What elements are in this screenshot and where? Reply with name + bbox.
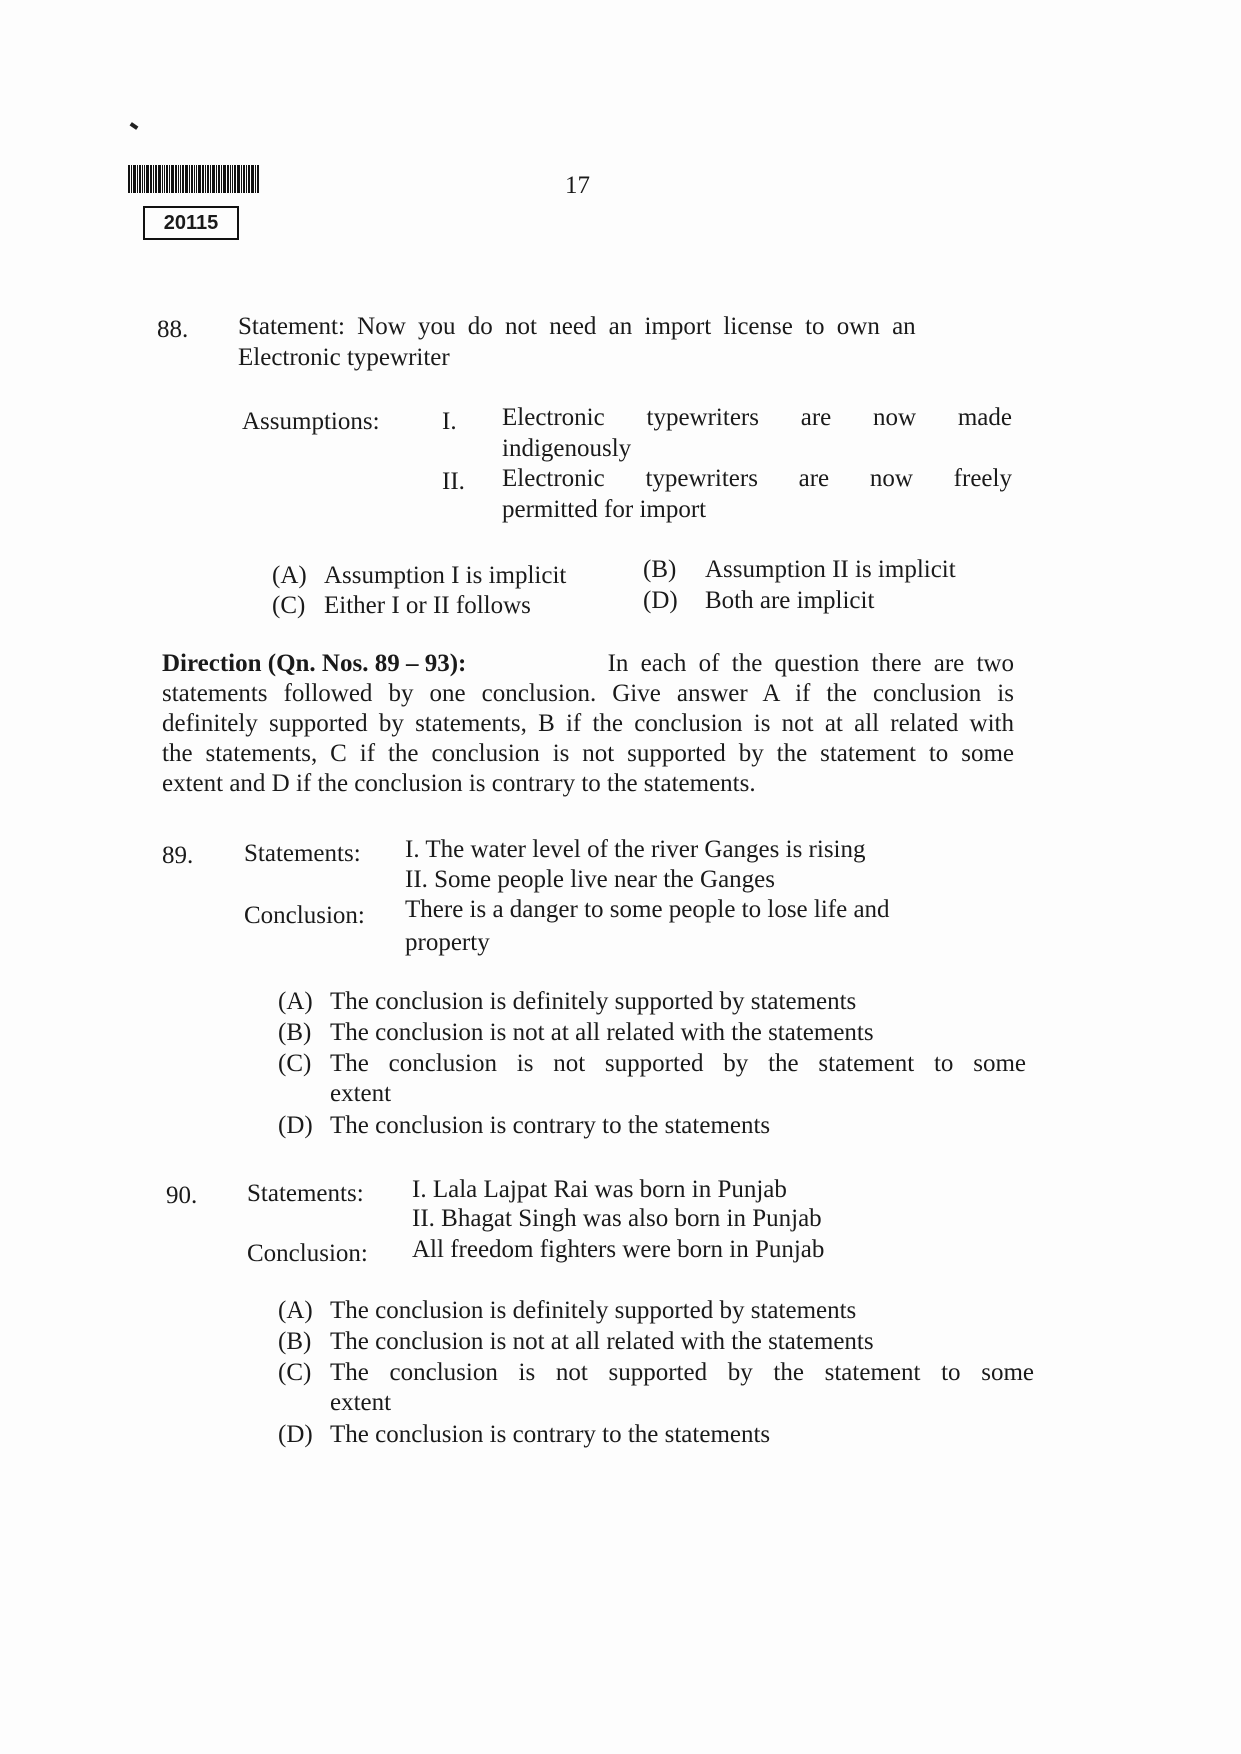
option-text: Either I or II follows	[324, 592, 531, 619]
option-letter: (C)	[278, 1050, 312, 1077]
option-text: Both are implicit	[705, 587, 875, 614]
word: made	[957, 404, 1012, 431]
q89-option-a	[278, 988, 856, 1016]
option-text-cont: extent	[330, 1080, 392, 1107]
assumption-2-cont: permitted for import	[502, 496, 707, 523]
assumption-2-line	[502, 465, 1012, 493]
conclusion-cont: property	[405, 929, 490, 956]
statement-1: I. Lala Lajpat Rai was born in Punjab	[412, 1176, 787, 1203]
option-text: Assumption II is implicit	[705, 556, 956, 583]
q89-option-b	[278, 1019, 874, 1047]
conclusion: All freedom fighters were born in Punjab	[412, 1236, 825, 1263]
option-text: The conclusion is not supported by the statement to some	[330, 1359, 1034, 1386]
option-text-cont: extent	[330, 1389, 392, 1416]
option-letter: (B)	[278, 1019, 312, 1046]
q90-option-d	[278, 1421, 770, 1449]
option-text: Assumption I is implicit	[324, 562, 567, 589]
option-text: The conclusion is not at all related with the statements	[330, 1019, 874, 1046]
direction-block	[162, 650, 1014, 798]
option-letter: (A)	[278, 1297, 313, 1324]
option-letter: (B)	[643, 556, 677, 583]
q88-statement: Statement: Now you do not need an import license to own an	[238, 313, 916, 340]
question-number: 90.	[166, 1182, 198, 1209]
option-letter: (C)	[272, 592, 306, 619]
q89-option-d	[278, 1112, 770, 1140]
statements-label: Statements:	[244, 840, 361, 867]
word: now	[873, 404, 917, 431]
option-letter: (D)	[278, 1421, 313, 1448]
option-letter: (A)	[278, 988, 313, 1015]
option-letter: (D)	[278, 1112, 313, 1139]
q90-option-b	[278, 1328, 874, 1356]
option-letter: (B)	[278, 1328, 312, 1355]
option-text: The conclusion is not supported by the statement to some	[330, 1050, 1026, 1077]
q88-statement-cont: Electronic typewriter	[238, 344, 450, 371]
barcode	[128, 165, 288, 193]
q88-option-c	[272, 592, 531, 620]
option-text: The conclusion is contrary to the statements	[330, 1421, 771, 1448]
direction-line: statements followed by one conclusion. Give answer A if the conclusion is	[162, 680, 1014, 707]
option-text: The conclusion is definitely supported by statements	[330, 1297, 857, 1324]
assumption-1-cont: indigenously	[502, 435, 632, 462]
option-text: The conclusion is definitely supported by statements	[330, 988, 857, 1015]
statements-label: Statements:	[247, 1180, 364, 1207]
assumption-2-roman: II.	[442, 468, 465, 495]
statement-2: II. Bhagat Singh was also born in Punjab	[412, 1205, 822, 1232]
word: typewriters	[646, 404, 759, 431]
direction-line: definitely supported by statements, B if the conclusion is not at all related with	[162, 710, 1014, 737]
word: Electronic	[502, 465, 605, 492]
q88-option-a	[272, 562, 566, 590]
conclusion: There is a danger to some people to lose life and	[405, 896, 890, 923]
statement-1: I. The water level of the river Ganges is rising	[405, 836, 866, 863]
page-number: 17	[565, 172, 590, 199]
paper-code: 20115	[143, 206, 239, 240]
conclusion-label: Conclusion:	[244, 902, 365, 929]
option-text: The conclusion is not at all related with the statements	[330, 1328, 874, 1355]
option-letter: (D)	[643, 587, 678, 614]
word: typewriters	[645, 465, 758, 492]
direction-text: In each of the question there are two	[607, 650, 1014, 677]
scan-mark	[130, 122, 139, 130]
direction-label: Direction (Qn. Nos. 89 – 93):	[162, 650, 467, 677]
question-number: 88.	[157, 316, 189, 343]
word: freely	[953, 465, 1012, 492]
word: Electronic	[502, 404, 605, 431]
direction-line: extent and D if the conclusion is contrary to the statements.	[162, 770, 756, 797]
option-letter: (A)	[272, 562, 307, 589]
direction-line: the statements, C if the conclusion is not supported by the statement to some	[162, 740, 1014, 767]
assumption-1-roman: I.	[442, 408, 457, 435]
option-letter: (C)	[278, 1359, 312, 1386]
q90-option-a	[278, 1297, 856, 1325]
q90-option-c	[278, 1359, 1034, 1417]
direction-line	[162, 650, 1014, 678]
option-text: The conclusion is contrary to the statements	[330, 1112, 771, 1139]
q89-option-c	[278, 1050, 1026, 1108]
q88-option-b	[643, 556, 956, 584]
word: are	[798, 465, 830, 492]
q88-option-d	[643, 587, 874, 615]
question-number: 89.	[162, 842, 194, 869]
assumption-1-line	[502, 404, 1012, 432]
word: are	[800, 404, 832, 431]
assumptions-label: Assumptions:	[242, 408, 380, 435]
word: now	[869, 465, 913, 492]
conclusion-label: Conclusion:	[247, 1240, 368, 1267]
statement-2: II. Some people live near the Ganges	[405, 866, 776, 893]
